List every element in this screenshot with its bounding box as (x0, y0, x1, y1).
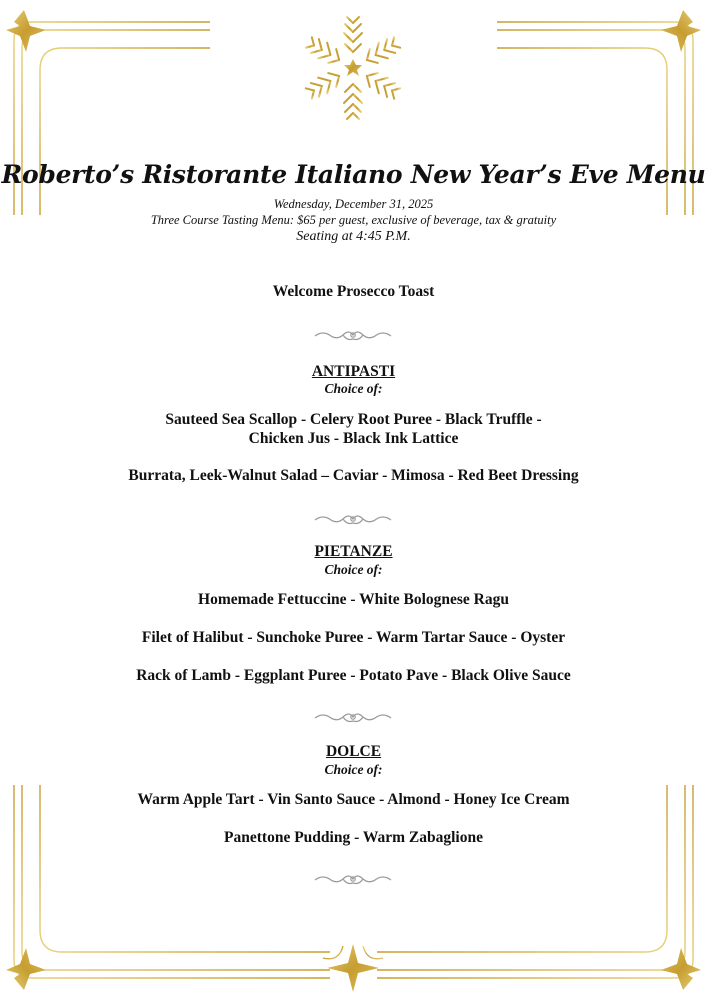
flourish-icon (313, 327, 393, 343)
flourish-icon (313, 709, 393, 725)
section-heading-pietanze: PIETANZE (314, 543, 393, 560)
menu-item: Chicken Jus - Black Ink Lattice (248, 430, 459, 447)
menu-item: Filet of Halibut - Sunchoke Puree - Warm Tartar Sauce - Oyster (141, 629, 566, 646)
menu-item: Warm Apple Tart - Vin Santo Sauce - Almond - Honey Ice Cream (137, 791, 570, 808)
menu-item: Rack of Lamb - Eggplant Puree - Potato Pave - Black Olive Sauce (136, 667, 571, 684)
section-choice-pietanze: Choice of: (324, 562, 383, 577)
art-deco-corner-icon (377, 785, 701, 990)
menu-item: Panettone Pudding - Warm Zabaglione (224, 829, 483, 846)
flourish-icon (313, 871, 393, 887)
menu-price-line: Three Course Tasting Menu: $65 per guest, exclusive of beverage, tax & gratuity (150, 213, 557, 227)
menu-item: Homemade Fettuccine - White Bolognese Ragu (198, 591, 509, 608)
welcome-toast: Welcome Prosecco Toast (272, 283, 435, 300)
menu-title: Roberto’s Ristorante Italiano New Year’s Eve Menu (1, 160, 706, 189)
menu-item: Burrata, Leek-Walnut Salad – Caviar - Mimosa - Red Beet Dressing (128, 467, 579, 484)
snowflake-icon (300, 12, 406, 124)
menu-date: Wednesday, December 31, 2025 (273, 197, 434, 211)
flourish-icon (313, 511, 393, 527)
art-deco-corner-icon (6, 785, 330, 990)
section-heading-antipasti: ANTIPASTI (311, 363, 396, 380)
section-heading-dolce: DOLCE (325, 743, 382, 760)
section-choice-dolce: Choice of: (324, 762, 383, 777)
star-ornament-icon (203, 944, 503, 992)
section-choice-antipasti: Choice of: (324, 381, 383, 396)
menu-seating-time: Seating at 4:45 P.M. (296, 229, 411, 244)
menu-item: Sauteed Sea Scallop - Celery Root Puree - Black Truffle - (165, 411, 542, 428)
